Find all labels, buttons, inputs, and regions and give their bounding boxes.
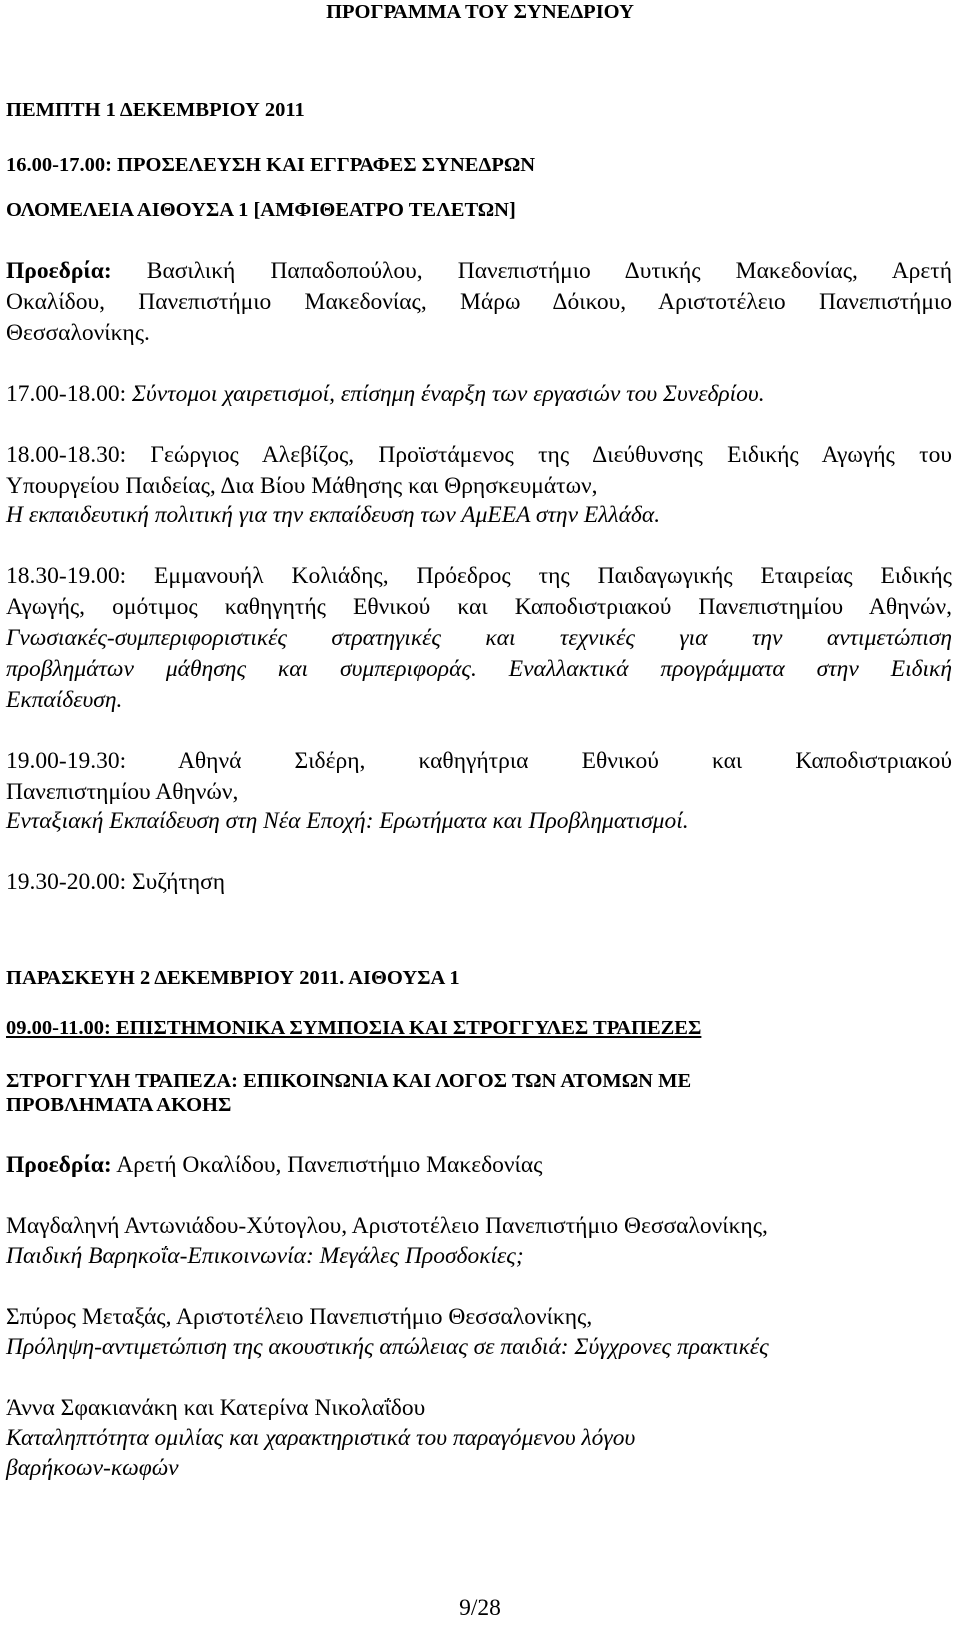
round-table-line-1: ΣΤΡΟΓΓΥΛΗ ΤΡΑΠΕΖΑ: ΕΠΙΚΟΙΝΩΝΙΑ ΚΑΙ ΛΟΓΟΣ ΤΩΝ ΑΤΟΜΩΝ ΜΕ <box>6 1070 692 1092</box>
session-1-title: Σύντομοι χαιρετισμοί, επίσημη έναρξη των εργασιών του Συνεδρίου. <box>131 381 765 407</box>
round-table-line-2: ΠΡΟΒΛΗΜΑΤΑ ΑΚΟΗΣ <box>6 1094 232 1116</box>
chair-label: Προεδρία: <box>6 258 112 284</box>
registration-line: 16.00-17.00: ΠΡΟΣΕΛΕΥΣΗ ΚΑΙ ΕΓΓΡΑΦΕΣ ΣΥΝΕΔΡΩΝ <box>6 154 536 176</box>
presenter-1-title: Παιδική Βαρηκοΐα-Επικοινωνία: Μεγάλες Προσδοκίες; <box>6 1243 524 1269</box>
presenter-3-title-2: βαρήκοων-κωφών <box>6 1455 179 1481</box>
session-3-line-1: 18.30-19.00: Εμμανουήλ Κολιάδης, Πρόεδρος της Παιδαγωγικής Εταιρείας Ειδικής <box>6 563 952 589</box>
session-4-line-2: Πανεπιστημίου Αθηνών, <box>6 779 239 805</box>
symposia-line: 09.00-11.00: ΕΠΙΣΤΗΜΟΝΙΚΑ ΣΥΜΠΟΣΙΑ ΚΑΙ ΣΤΡΟΓΓΥΛΕΣ ΤΡΑΠΕΖΕΣ <box>6 1017 702 1039</box>
chair-names: Βασιλική Παπαδοπούλου, Πανεπιστήμιο Δυτικής Μακεδονίας, Αρετή <box>146 258 952 284</box>
day1-chair-line-1 <box>6 260 952 284</box>
day1-chair-line-2: Οκαλίδου, Πανεπιστήμιο Μακεδονίας, Μάρω Δόικου, Αριστοτέλειο Πανεπιστήμιο <box>6 289 952 315</box>
presenter-1-name: Μαγδαληνή Αντωνιάδου-Χύτογλου, Αριστοτέλειο Πανεπιστήμιο Θεσσαλονίκης, <box>6 1213 768 1239</box>
day2-heading: ΠΑΡΑΣΚΕΥΗ 2 ΔΕΚΕΜΒΡΙΟΥ 2011. ΑΙΘΟΥΣΑ 1 <box>6 967 460 989</box>
day2-chair-names: Αρετή Οκαλίδου, Πανεπιστήμιο Μακεδονίας <box>111 1152 543 1178</box>
plenary-line: ΟΛΟΜΕΛΕΙΑ ΑΙΘΟΥΣΑ 1 [ΑΜΦΙΘΕΑΤΡΟ ΤΕΛΕΤΩΝ] <box>6 199 516 221</box>
session-4-line-1: 19.00-19.30: Αθηνά Σιδέρη, καθηγήτρια Εθνικού και Καποδιστριακού <box>6 748 952 774</box>
day1-heading: ΠΕΜΠΤΗ 1 ΔΕΚΕΜΒΡΙΟΥ 2011 <box>6 99 305 121</box>
session-3-title-3: Εκπαίδευση. <box>6 687 123 713</box>
day1-chair-line-3: Θεσσαλονίκης. <box>6 320 150 346</box>
presenter-2-title: Πρόληψη-αντιμετώπιση της ακουστικής απώλειας σε παιδιά: Σύγχρονες πρακτικές <box>6 1334 769 1360</box>
presenter-3-title-1: Καταληπτότητα ομιλίας και χαρακτηριστικά του παραγόμενου λόγου <box>6 1425 636 1451</box>
day2-chair-label: Προεδρία: <box>6 1152 112 1178</box>
session-1 <box>6 383 952 407</box>
session-2-title: Η εκπαιδευτική πολιτική για την εκπαίδευση των ΑμΕΕΑ στην Ελλάδα. <box>6 502 661 528</box>
session-3-line-2: Αγωγής, ομότιμος καθηγητής Εθνικού και Καποδιστριακού Πανεπιστημίου Αθηνών, <box>6 594 952 620</box>
session-4-title: Ενταξιακή Εκπαίδευση στη Νέα Εποχή: Ερωτήματα και Προβληματισμοί. <box>6 808 689 834</box>
presenter-3-name: Άννα Σφακιανάκη και Κατερίνα Νικολαΐδου <box>6 1395 426 1421</box>
session-1-time: 17.00-18.00: <box>6 381 132 407</box>
session-3-title-1: Γνωσιακές-συμπεριφοριστικές στρατηγικές και τεχνικές για την αντιμετώπιση <box>6 625 952 651</box>
page-number: 9/28 <box>459 1595 501 1621</box>
session-2-line-2: Υπουργείου Παιδείας, Δια Βίου Μάθησης και Θρησκευμάτων, <box>6 473 598 499</box>
day2-chair <box>6 1154 952 1178</box>
session-2-line-1: 18.00-18.30: Γεώργιος Αλεβίζος, Προϊστάμενος της Διεύθυνσης Ειδικής Αγωγής του <box>6 442 952 468</box>
presenter-2-name: Σπύρος Μεταξάς, Αριστοτέλειο Πανεπιστήμιο Θεσσαλονίκης, <box>6 1304 593 1330</box>
document-title: ΠΡΟΓΡΑΜΜΑ ΤΟΥ ΣΥΝΕΔΡΙΟΥ <box>326 1 634 23</box>
session-5: 19.30-20.00: Συζήτηση <box>6 869 226 895</box>
session-3-title-2: προβλημάτων μάθησης και συμπεριφοράς. Εναλλακτικά προγράμματα στην Ειδική <box>6 656 952 682</box>
